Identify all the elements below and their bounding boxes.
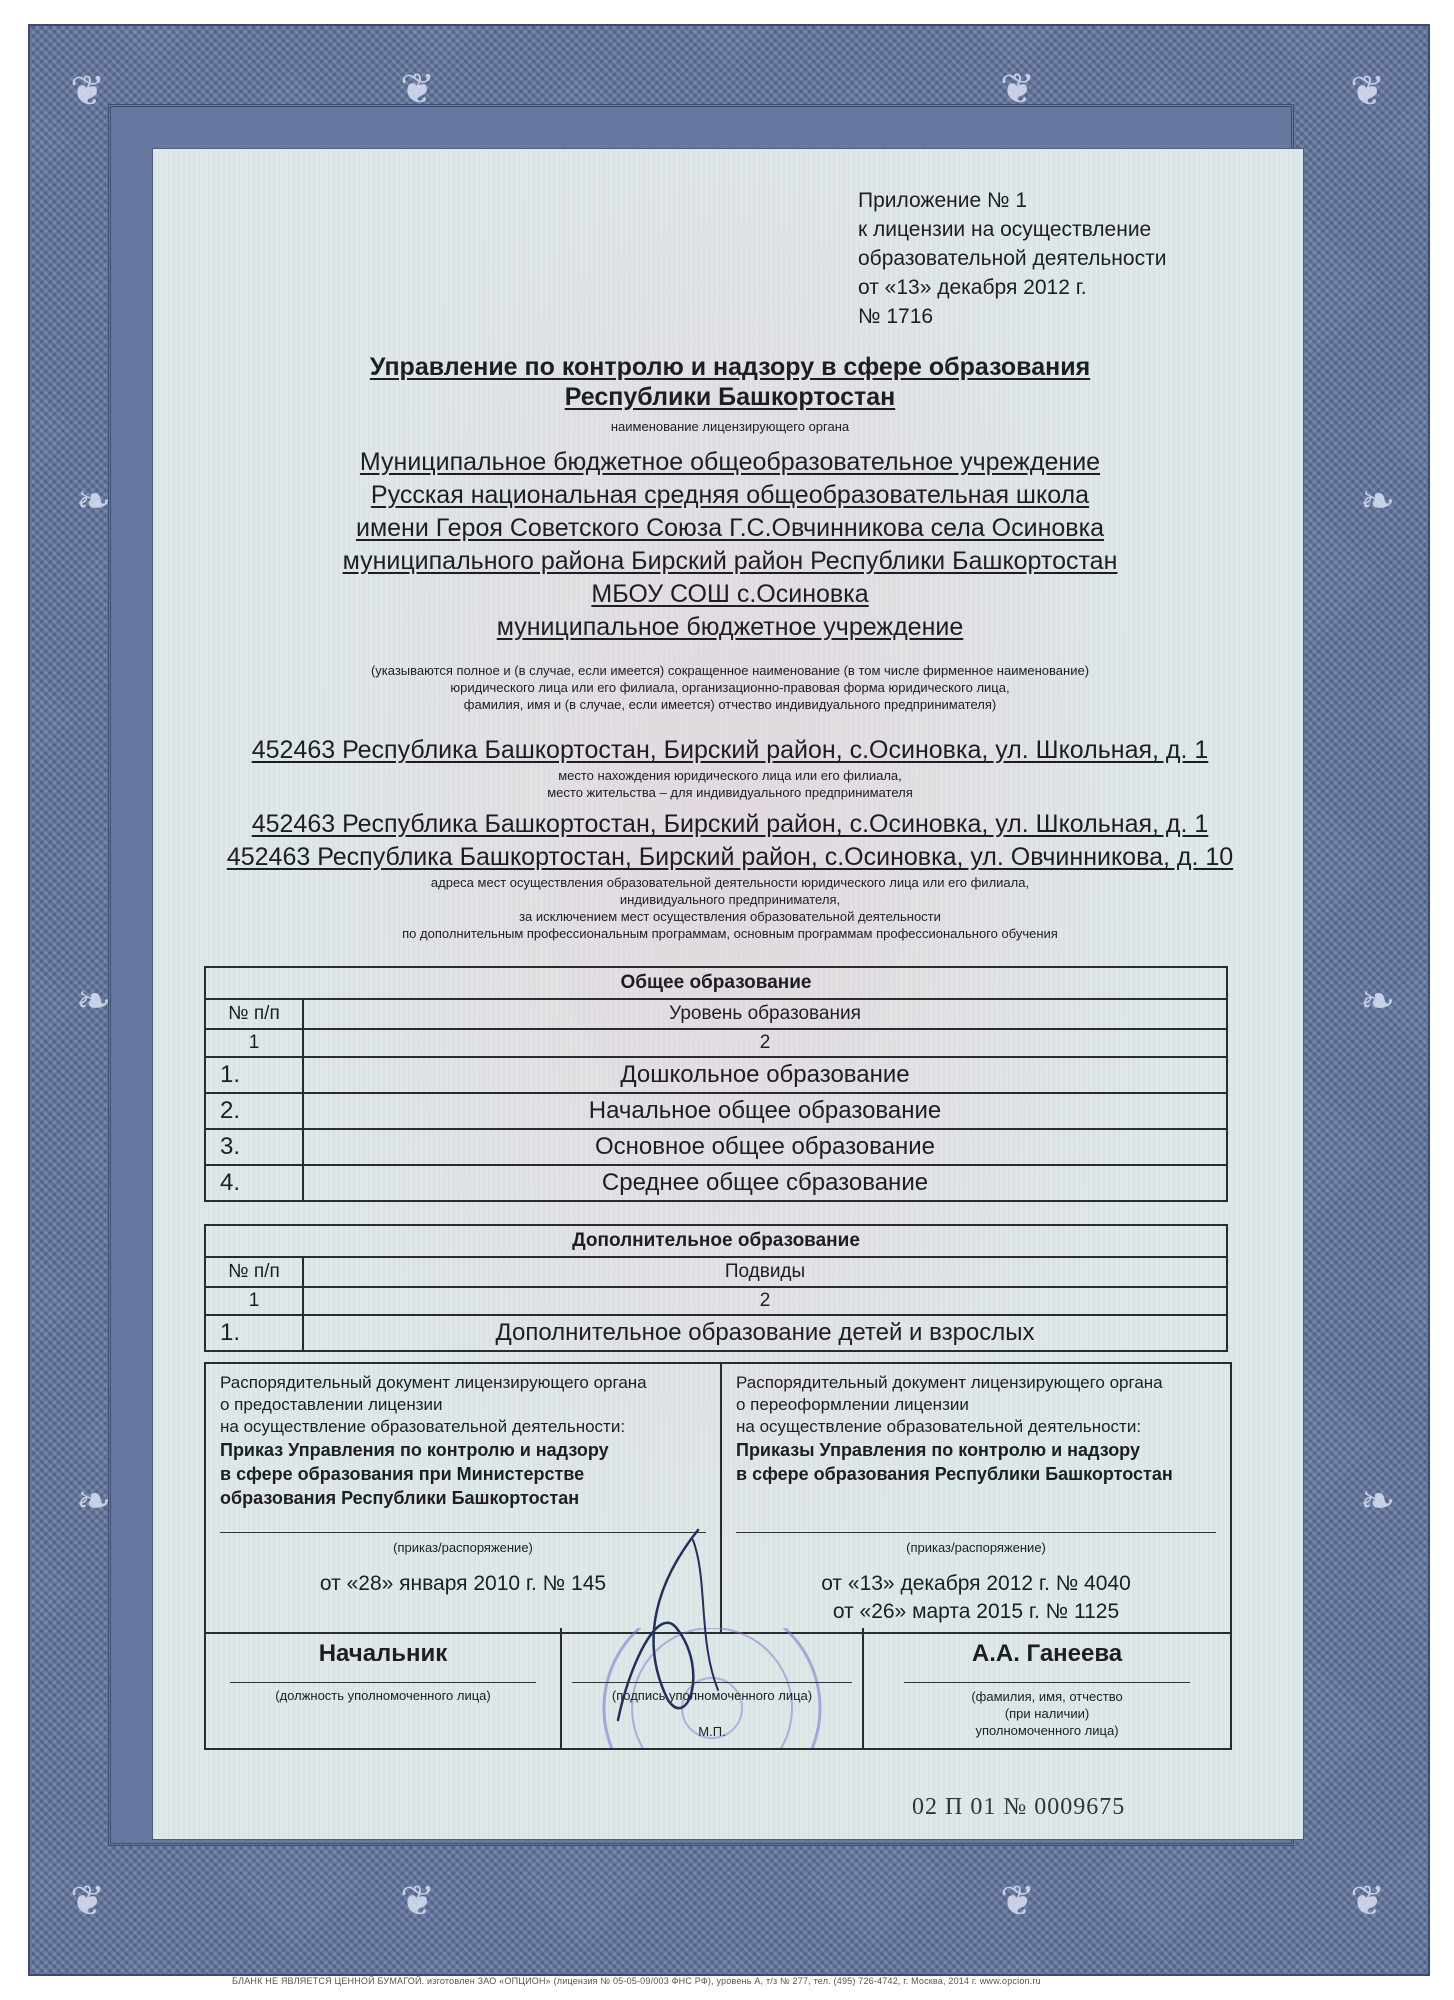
reissue-order-date: от «13» декабря 2012 г. № 4040 — [821, 1572, 1131, 1595]
licensor-line-1: Управление по контролю и надзору в сфере образования — [369, 353, 1091, 381]
annex-number: № 1716 — [858, 305, 934, 328]
caption-line: фамилия, имя и (в случае, если имеется) отчество индивидуального предпринимателя) — [463, 697, 997, 712]
ornament-right-1: ❧ — [1360, 476, 1396, 525]
table-title: Общее образование — [205, 967, 1227, 999]
column-header: Подвиды — [303, 1257, 1227, 1287]
caption-line: место нахождения юридического лица или его филиала, — [558, 768, 902, 783]
order-caption: (приказ/распоряжение) — [393, 1540, 533, 1555]
licensee-legal-form: муниципальное бюджетное учреждение — [496, 613, 964, 641]
annex-date: от «13» декабря 2012 г. — [858, 276, 1087, 299]
reissue-order-date: от «26» марта 2015 г. № 1125 — [832, 1600, 1120, 1623]
caption-line: индивидуального предпринимателя, — [619, 892, 841, 907]
education-level: Среднее общее сбразование — [303, 1165, 1227, 1201]
name-cell — [864, 1628, 1230, 1748]
activity-addresses — [180, 808, 1280, 942]
caption-line: уполномоченного лица) — [975, 1723, 1119, 1738]
position-caption: (должность уполномоченного лица) — [275, 1688, 491, 1703]
table-row — [205, 1165, 1227, 1201]
order-caption: (приказ/распоряжение) — [906, 1540, 1046, 1555]
form-footer: БЛАНК НЕ ЯВЛЯЕТСЯ ЦЕННОЙ БУМАГОЙ. изготовлен ЗАО «ОПЦИОН» (лицензия № 05-05-09/003 ФНС РФ), уровень А, т/з № 277, тел. (495) 726-4742, г. Москва, 2014 г. www.opcion.ru — [232, 1976, 1041, 1986]
table-title: Дополнительное образование — [205, 1225, 1227, 1257]
education-subtype: Дополнительное образование детей и взрослых — [303, 1315, 1227, 1351]
order-title: образования Республики Башкортостан — [220, 1488, 580, 1508]
position-cell — [206, 1628, 562, 1748]
caption-line: (указываются полное и (в случае, если имеется) сокращенное наименование (в том числе фирменное наименование) — [370, 663, 1090, 678]
caption-line: место жительства – для индивидуального предпринимателя — [547, 785, 913, 800]
column-index: 2 — [303, 1029, 1227, 1057]
education-level: Основное общее образование — [303, 1129, 1227, 1165]
row-number: 1. — [205, 1315, 303, 1351]
licensee-line: муниципального района Бирский район Республики Башкортостан — [342, 547, 1118, 575]
location-address: 452463 Республика Башкортостан, Бирский район, с.Осиновка, ул. Школьная, д. 1 — [251, 736, 1209, 764]
caption-line: (фамилия, имя, отчество — [971, 1689, 1123, 1704]
ornament-top-right: ❦ — [1350, 66, 1386, 115]
ornament-bottom-left: ❦ — [70, 1876, 106, 1925]
order-text: на осуществление образовательной деятельности: — [220, 1417, 626, 1436]
order-text: на осуществление образовательной деятельности: — [736, 1417, 1142, 1436]
signatory-name: А.А. Ганеева — [971, 1640, 1123, 1667]
annex-line: образовательной деятельности — [858, 247, 1167, 270]
order-text: о предоставлении лицензии — [220, 1395, 443, 1414]
table-row — [205, 1129, 1227, 1165]
row-number: 1. — [205, 1057, 303, 1093]
order-title: Приказы Управления по контролю и надзору — [736, 1440, 1140, 1460]
licensee-block — [180, 446, 1280, 644]
column-index: 2 — [303, 1287, 1227, 1315]
order-text: Распорядительный документ лицензирующего органа — [736, 1373, 1163, 1392]
column-index: 1 — [205, 1029, 303, 1057]
column-header: № п/п — [205, 1257, 303, 1287]
table-row — [205, 1057, 1227, 1093]
ornament-left-1: ❧ — [76, 476, 112, 525]
activity-address-1: 452463 Республика Башкортостан, Бирский район, с.Осиновка, ул. Школьная, д. 1 — [251, 810, 1209, 838]
education-level: Начальное общее образование — [303, 1093, 1227, 1129]
location-block — [180, 734, 1280, 801]
licensor-caption: наименование лицензирующего органа — [610, 419, 850, 434]
order-title: в сфере образования Республики Башкортостан — [736, 1464, 1173, 1484]
ornament-right-2: ❧ — [1360, 976, 1396, 1025]
education-level: Дошкольное образование — [303, 1057, 1227, 1093]
caption-line: за исключением мест осуществления образовательной деятельности — [519, 909, 941, 924]
licensee-line: имени Героя Советского Союза Г.С.Овчинникова села Осиновка — [356, 514, 1104, 542]
ornament-bottom-1: ❦ — [400, 1876, 436, 1925]
ornament-bottom-2: ❦ — [1000, 1876, 1036, 1925]
ornament-top-1: ❦ — [400, 64, 436, 113]
reissue-order — [722, 1364, 1230, 1632]
licensee-caption — [180, 662, 1280, 713]
table-row — [205, 1093, 1227, 1129]
order-text: о переоформлении лицензии — [736, 1395, 969, 1414]
blank-serial-number: 02 П 01 № 0009675 — [912, 1794, 1126, 1820]
handwritten-signature-icon — [598, 1520, 738, 1740]
column-index: 1 — [205, 1287, 303, 1315]
licensing-authority — [180, 352, 1280, 412]
column-header: Уровень образования — [303, 999, 1227, 1029]
activity-address-2: 452463 Республика Башкортостан, Бирский район, с.Осиновка, ул. Овчинникова, д. 10 — [226, 843, 1234, 871]
caption-line: (при наличии) — [1004, 1706, 1090, 1721]
general-education-table — [204, 966, 1228, 1202]
licensor-line-2: Республики Башкортостан — [564, 383, 896, 411]
additional-education-table — [204, 1224, 1228, 1352]
order-title: Приказ Управления по контролю и надзору — [220, 1440, 609, 1460]
signature-caption: (подпись уполномоченного лица) — [611, 1688, 813, 1703]
licensee-line: Муниципальное бюджетное общеобразовательное учреждение — [359, 448, 1101, 476]
ornament-bottom-right: ❦ — [1350, 1876, 1386, 1925]
name-caption — [864, 1688, 1230, 1739]
row-number: 2. — [205, 1093, 303, 1129]
stamp-caption: М.П. — [698, 1724, 726, 1739]
caption-line: адреса мест осуществления образовательной деятельности юридического лица или его филиала, — [430, 875, 1030, 890]
order-text: Распорядительный документ лицензирующего органа — [220, 1373, 647, 1392]
ornament-top-2: ❦ — [1000, 64, 1036, 113]
ornament-left-3: ❧ — [76, 1476, 112, 1525]
order-title: в сфере образования при Министерстве — [220, 1464, 585, 1484]
caption-line: по дополнительным профессиональным программам, основным программам профессионального обучения — [402, 926, 1058, 941]
row-number: 4. — [205, 1165, 303, 1201]
ornament-top-left: ❦ — [70, 66, 106, 115]
ornament-left-2: ❧ — [76, 976, 112, 1025]
ornament-right-3: ❧ — [1360, 1476, 1396, 1525]
signatory-position: Начальник — [318, 1640, 448, 1667]
licensee-short-name: МБОУ СОШ с.Осиновка — [591, 580, 869, 608]
annex-title: Приложение № 1 — [858, 189, 1028, 212]
annex-line: к лицензии на осуществление — [858, 218, 1152, 241]
column-header: № п/п — [205, 999, 303, 1029]
licensee-line: Русская национальная средняя общеобразовательная школа — [370, 481, 1090, 509]
caption-line: юридического лица или его филиала, организационно-правовая форма юридического лица, — [450, 680, 1010, 695]
row-number: 3. — [205, 1129, 303, 1165]
table-row — [205, 1315, 1227, 1351]
annex-header — [858, 186, 1198, 331]
issue-order-date: от «28» января 2010 г. № 145 — [319, 1572, 607, 1595]
